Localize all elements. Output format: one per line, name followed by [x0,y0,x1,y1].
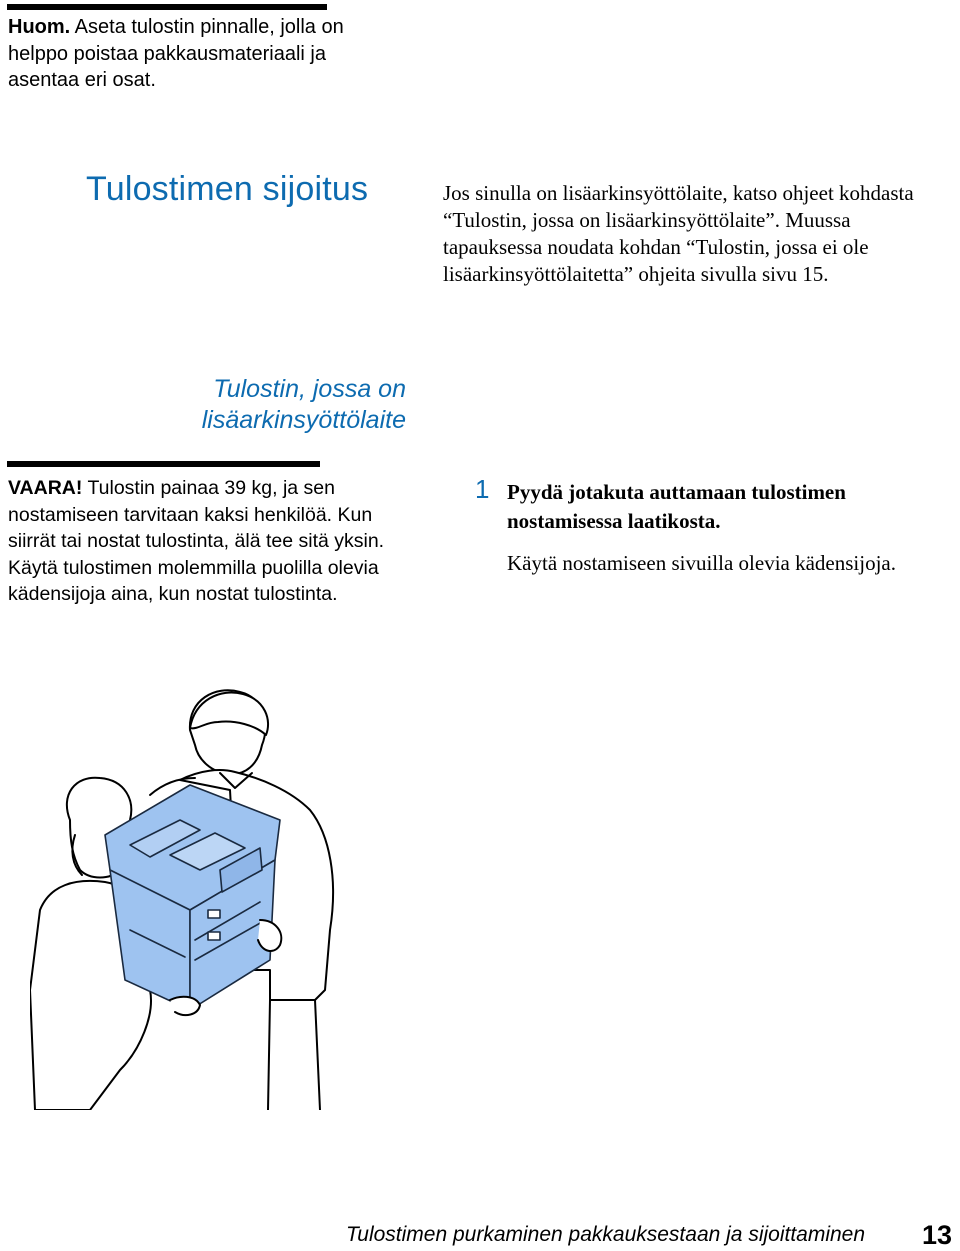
step-number: 1 [475,474,490,504]
warning [8,475,408,608]
page-number: 13 [922,1220,953,1250]
note-rule [7,4,327,10]
intro-paragraph: Jos sinulla on lisäarkinsyöttölaite, katso ohjeet kohdasta “Tulostin, jossa on lisäarkinsyöttölaite”. Muussa tapauksessa noudata kohdan “Tulostin, jossa ei ole lisäarkinsyöttölaitetta” ohjeita sivulla sivu 15. [443,181,914,286]
section-title: Tulostimen sijoitus [86,170,369,208]
warning-rule [7,461,320,467]
step-body: Käytä nostamiseen sivuilla olevia kädensijoja. [507,551,896,575]
footer-title: Tulostimen purkaminen pakkauksestaan ja sijoittaminen [346,1223,866,1246]
note-text: Aseta tulostin pinnalle, jolla on helppo poistaa pakkausmateriaali ja asentaa eri osat. [8,16,344,91]
note-label: Huom. [8,16,71,38]
warning-label: VAARA! [8,477,83,499]
two-people-lifting-printer-illustration [30,670,390,1110]
warning-text: Tulostin painaa 39 kg, ja sen nostamiseen tarvitaan kaksi henkilöä. Kun siirrät tai nostat tulostinta, älä tee sitä yksin. Käytä tulostimen molemmilla puolilla olevia kädensijoja aina, kun nostat tulostinta. [8,477,385,605]
subsection-title: Tulostin, jossa on lisäarkinsyöttölaite [201,375,406,434]
note [8,14,398,94]
step-title: Pyydä jotakuta auttamaan tulostimen nostamisessa laatikosta. [507,480,846,533]
